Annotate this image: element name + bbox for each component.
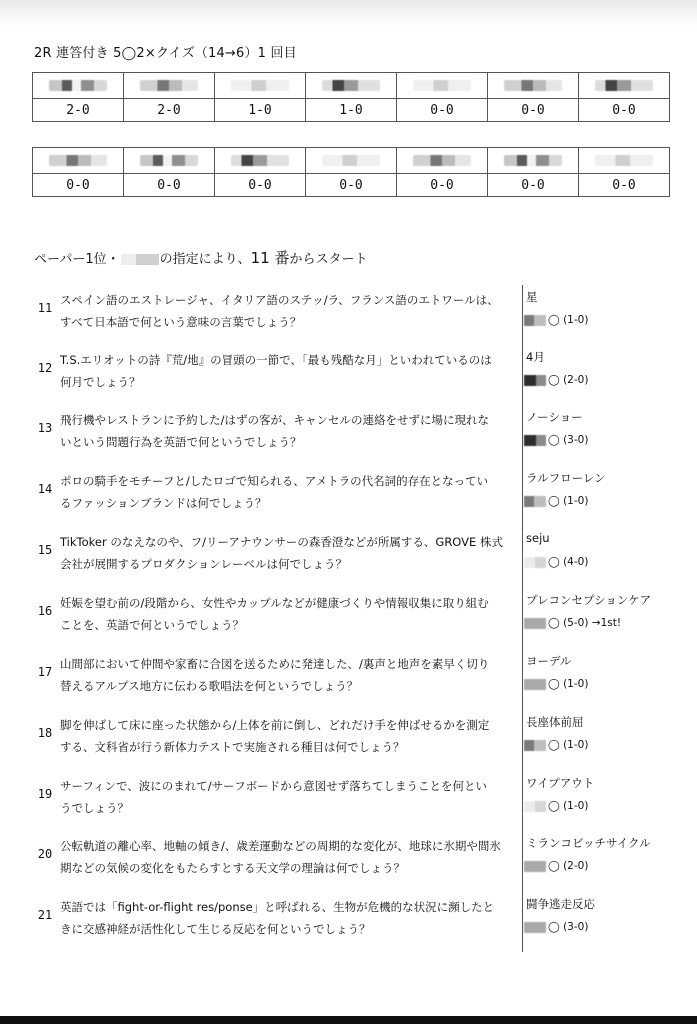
answer-text: ノーショー — [526, 410, 583, 424]
question-row — [34, 649, 694, 707]
player-name-blurred — [33, 73, 124, 99]
question-number: 18 — [37, 726, 53, 740]
question-number: 14 — [37, 482, 53, 496]
answer-text: プレコンセプションケア — [526, 593, 652, 607]
player-name-blurred — [215, 73, 306, 99]
player-score: 2-0 — [33, 99, 124, 122]
player-name-blurred — [397, 148, 488, 174]
question-text: TikToker のなえなのや、フ/リーアナウンサーの森香澄などが所属する、GROVE 株式 会社が展開するプロダクションレーベルは何でしょう？ — [60, 535, 503, 571]
answer-text: ミランコビッチサイクル — [526, 836, 651, 850]
instruction-suffix: からスタート — [289, 252, 368, 267]
player-score: 0-0 — [33, 174, 124, 197]
question-text: スペイン語のエストレージャ、イタリア語のステッ/ラ、フランス語のエトワールは、 すべて日本語で何という意味の言葉でしょう？ — [60, 293, 499, 329]
scoreboard-row-1 — [32, 72, 670, 122]
player-score: 0-0 — [397, 174, 488, 197]
answer-text: 闘争逃走反応 — [526, 897, 595, 911]
player-name-blurred — [215, 148, 306, 174]
player-name-blurred — [306, 148, 397, 174]
question-row — [34, 527, 694, 585]
player-name-blurred — [124, 73, 215, 99]
question-row — [34, 588, 694, 646]
answer-text: ヨーデル — [526, 654, 572, 668]
answer-result: ◯ (3-0) — [524, 434, 588, 446]
answer-result: ◯ (5-0) →1st! — [524, 617, 621, 629]
player-score: 1-0 — [215, 99, 306, 122]
question-number: 21 — [37, 908, 53, 922]
player-score: 0-0 — [579, 174, 670, 197]
question-text: ポロの騎手をモチーフと/したロゴで知られる、アメトラの代名詞的存在となってい るファッションブランドは何でしょう？ — [60, 474, 489, 510]
question-row — [34, 405, 694, 463]
question-row — [34, 710, 694, 768]
player-name-blurred — [488, 73, 579, 99]
question-text: 脚を伸ばして床に座った状態から/上体を前に倒し、どれだけ手を伸ばせるかを測定 する、文科省が行う新体力テストで実施される種目は何でしょう？ — [60, 718, 490, 754]
player-name-blurred — [579, 73, 670, 99]
question-row — [34, 466, 694, 524]
question-row — [34, 771, 694, 829]
player-score: 2-0 — [124, 99, 215, 122]
question-row — [34, 831, 694, 889]
player-score: 1-0 — [306, 99, 397, 122]
answer-result: ◯ (2-0) — [524, 374, 588, 386]
answer-result: ◯ (4-0) — [524, 556, 588, 568]
top-shadow — [0, 0, 697, 28]
answer-text: ワイプアウト — [526, 776, 595, 790]
question-number: 17 — [37, 665, 53, 679]
question-text: 飛行機やレストランに予約した/はずの客が、キャンセルの連絡をせずに場に現れな いという問題行為を英語で何というでしょう？ — [60, 413, 490, 449]
player-name-blurred — [33, 148, 124, 174]
answer-result: ◯ (2-0) — [524, 860, 588, 872]
answer-text: 4月 — [526, 350, 545, 364]
player-score: 0-0 — [306, 174, 397, 197]
question-number: 19 — [37, 787, 53, 801]
player-score: 0-0 — [397, 99, 488, 122]
player-score: 0-0 — [579, 99, 670, 122]
question-text: サーフィンで、波にのまれて/サーフボードから意図せず落ちてしまうことを何とい うでしょう？ — [60, 779, 487, 815]
question-number: 15 — [37, 543, 53, 557]
instruction-prefix: ペーパー1位・ — [34, 252, 120, 267]
player-name-blurred — [488, 148, 579, 174]
question-number: 12 — [37, 361, 53, 375]
answer-result: ◯ (1-0) — [524, 739, 588, 751]
scoreboard-row-2 — [32, 147, 670, 197]
answer-result: ◯ (1-0) — [524, 314, 588, 326]
question-text: 山間部において仲間や家畜に合図を送るために発達した、/裏声と地声を素早く切り 替えるアルプス地方に伝わる歌唱法を何というでしょう？ — [60, 657, 490, 693]
answer-text: 長座体前屈 — [526, 715, 584, 729]
question-number: 11 — [37, 301, 53, 315]
answer-text: 星 — [526, 290, 538, 304]
player-score: 0-0 — [488, 174, 579, 197]
player-name-blurred — [124, 148, 215, 174]
instruction-start-number: 11 番 — [250, 249, 290, 267]
question-text: 英語では「fight-or-flight res/ponse」と呼ばれる、生物が危機的な状況に瀕したと きに交感神経が活性化して生じる反応を何というでしょう？ — [60, 900, 495, 936]
question-number: 13 — [37, 421, 53, 435]
question-text: 妊娠を望む前の/段階から、女性やカップルなどが健康づくりや情報収集に取り組む ことを、英語で何というでしょう？ — [60, 596, 489, 632]
question-number: 16 — [37, 604, 53, 618]
bottom-edge-bar — [0, 1016, 697, 1024]
start-instruction — [34, 247, 368, 268]
player-score: 0-0 — [124, 174, 215, 197]
player-name-blurred — [121, 254, 159, 265]
question-text: T.S.エリオットの詩『荒/地』の冒頭の一節で、「最も残酷な月」といわれているのは 何月でしょう？ — [60, 353, 492, 389]
answer-text: ラルフローレン — [526, 471, 606, 485]
instruction-middle: の指定により、 — [159, 252, 251, 267]
answer-text: seju — [526, 531, 550, 545]
player-score: 0-0 — [215, 174, 306, 197]
question-text: 公転軌道の離心率、地軸の傾き/、歳差運動などの周期的な変化が、地球に氷期や間氷 期などの気候の変化をもたらすとする天文学の理論は何でしょう？ — [60, 839, 501, 875]
question-row — [34, 285, 694, 343]
player-name-blurred — [397, 73, 488, 99]
answer-result: ◯ (1-0) — [524, 678, 588, 690]
question-number: 20 — [37, 847, 53, 861]
answer-result: ◯ (1-0) — [524, 800, 588, 812]
player-score: 0-0 — [488, 99, 579, 122]
player-name-blurred — [306, 73, 397, 99]
page-title: 2R 連答付き 5◯2×クイズ（14→6）1 回目 — [34, 46, 297, 61]
player-name-blurred — [579, 148, 670, 174]
question-row — [34, 345, 694, 403]
question-row — [34, 892, 694, 950]
answer-result: ◯ (3-0) — [524, 921, 588, 933]
answer-result: ◯ (1-0) — [524, 495, 588, 507]
